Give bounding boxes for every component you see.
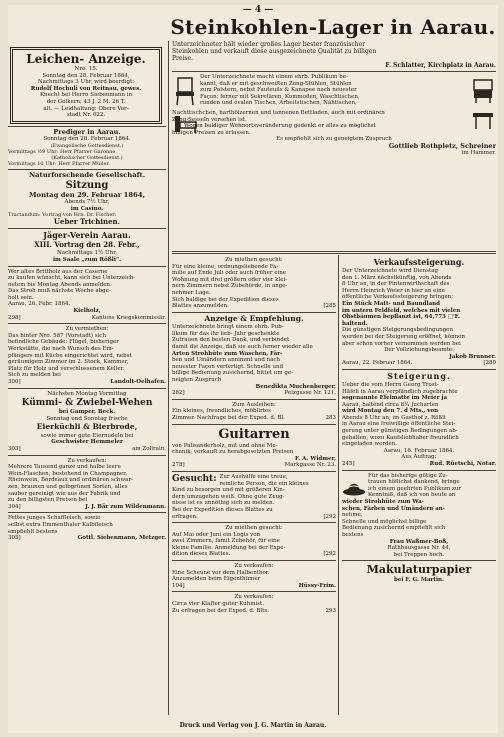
rent-left-line: befindliche Gebäude: Flügel, bisheriger (8, 339, 119, 346)
coal-line: Steinkohlen und verkauft diese ausgezeichnete Qualität zu billigen (172, 48, 377, 55)
furniture-line: Es empfiehlt sich zu geneigtem Zuspruch (276, 136, 392, 143)
butcher-line: empfiehlt bestens (8, 528, 58, 535)
rent-left-line: geräumigem Zimmer im 2. Stock, Kammer, (8, 359, 129, 366)
guitars-line: chanik, verkauft zu herabgesetzten Preisen (172, 449, 294, 456)
wine-code: 304] (8, 503, 21, 510)
steigerung-line: Abends 8 Uhr an, im Gasthof z. Rößli (342, 414, 446, 421)
wood-sale-office: Kantons Kriegskommissär. (91, 314, 166, 321)
tailor-line: damit die Anzeige, daß sie auch ferner wieder alle (172, 344, 313, 351)
society-time: Abends 7½ Uhr, (64, 199, 110, 206)
rent-mid1-title: Zu miethen gesucht: (225, 257, 283, 263)
rent-mid3-code: [292 (323, 551, 336, 558)
butcher-code: 305] (8, 535, 21, 542)
rent-left-line: Werkstätte, die nach Wunsch des Em- (8, 346, 114, 353)
straw-line: ich einem geehrten Publikum zur (368, 485, 462, 492)
wood-sale-line: Wer altes Brittholz aus der Caserne (8, 268, 108, 275)
auction-line: Der Vollziehungsbeamte: (384, 347, 454, 354)
wanted-line: Kind zu besorgen und mit größeren Kin- (172, 487, 285, 494)
funeral-line: Nachmittags 3 Uhr, wird beerdigt: (37, 79, 135, 86)
rent-mid1-line: Sich baldige bei der Expedition dieses (172, 296, 279, 303)
wood-sale-line: zu kaufen wünscht, kann sich bei Unterzeich- (8, 275, 136, 282)
furniture-line: zum Polstern, nebst Fauteuils & Kanapee nach neuester (200, 87, 357, 94)
furniture-line: Nachttischchen, harthölzernen und tannenen Bettladen, auch mit ordinären (172, 110, 385, 116)
wedding-also: sowie immer gute Eiernudeln bei (40, 432, 134, 439)
wine-line: Wein-Flaschen, bestehend in Champagner, (8, 470, 128, 477)
funeral-detail: stadt Nr. 622. (66, 112, 106, 119)
preachers-line: (Katholischer Gottesdienst.) (51, 154, 123, 161)
funeral-line: Sonntag den 28. Februar 1864, (42, 72, 130, 79)
rent-left-line: Platz für Holz und verschlossenem Keller. (8, 365, 125, 372)
rent-left-line: pfängers mit Küche eingerichtet wird, nebst (8, 352, 132, 359)
furniture-line: Der Unterzeichnete macht einem ehrb. Publikum be- (200, 74, 348, 80)
wood-sale-line: netem bis Montag Abends anmelden. (8, 281, 112, 288)
rent-mid2-line: Zimmer. Nachfrage bei der Exped. d. Bl. (172, 414, 285, 421)
headline: Steinkohlen-Lager in Aarau. (170, 15, 496, 39)
steigerung-title: Steigerung. (387, 370, 451, 381)
rent-mid3-line: dition dieses Blattes. (172, 551, 231, 558)
wedding-sunday: Sonntag und Sonntag frische (46, 415, 128, 422)
straw-line: wieder Strohhüte zum Wa- (342, 499, 424, 505)
furniture-line: billigen Preisen zu erlassen. (172, 129, 251, 136)
wedding-code: 303] (8, 446, 21, 453)
butcher-line: Fettes junges Schaffleisch, sowie (8, 515, 101, 522)
tailor-line: billige Bedienung zusichernd, bittet um ge- (172, 370, 293, 377)
page-number: — 4 — (242, 5, 274, 15)
tailor-line: neigten Zuspruch (172, 377, 222, 383)
wine-line: zu den billigsten Preisen bei (8, 497, 88, 504)
wood-sale-code: 298] (8, 314, 21, 321)
rent-mid2-line: Ein kleines, freundliches, möblirtes (172, 408, 272, 415)
funeral-detail: der Golkern; 43 J. 2 M. 26 T. (46, 98, 126, 105)
auction-signature: Jakob Brunner. (449, 353, 496, 360)
rent-mid1-line: Wohnung mit drei größern oder vier klei- (172, 276, 288, 283)
tailor-line: Zutrauen den besten Dank, und verbindet (172, 337, 290, 344)
straw-signature: Frau Waßmer-Boß, (389, 538, 449, 545)
hunters-time: Nachmittags 1½ Uhr, (56, 250, 117, 257)
rent-mid2-code: 283 (325, 414, 336, 421)
wine-title: Zu verkaufen: (67, 457, 107, 464)
tailor-line: Unterzeichnete bringt einem ehrb. Pub- (172, 324, 284, 331)
funeral-name: Rudolf Hochuli von Reitnau, gewes. (30, 85, 142, 92)
tailor-line: neuester Façon verfertigt. Schnelle und (172, 363, 284, 370)
rent-mid3-title: Zu miethen gesucht: (225, 525, 283, 532)
furniture-signature: Gottlieb Rothpletz, Schreiner (388, 141, 496, 150)
wanted-line: nisse ist es unnöthig sich zu melden. (172, 500, 275, 507)
wanted-code: [292 (323, 513, 336, 520)
section-rule (172, 251, 496, 254)
column-divider-left (168, 41, 169, 715)
tailor-line: ben und Umändern annimmt und nach (172, 357, 281, 364)
steigerung-date: Aarau, 16. Februar 1864. (383, 447, 455, 454)
preachers-title: Prediger in Aarau. (53, 127, 121, 136)
society-title: Naturforschende Gesellschaft. (28, 170, 146, 179)
top-wide-section (172, 41, 496, 253)
tailor-place: Pelzgasse Nr. 121. (284, 390, 336, 397)
tailor-signature: Benedikta Muchenberger, (255, 383, 336, 390)
straw-line: schen, Färben und Umändern an- (342, 505, 446, 512)
newspaper-page (8, 5, 498, 733)
steigerung-line: Ueber die vom Herrn Georg Trost- (342, 381, 439, 388)
rent-left-line: Das hinter Nro. 587 (Vorstadt) sich (8, 332, 107, 339)
steigerung-by: Aus Auftrag: (401, 454, 437, 461)
straw-place: Rathhausgasse Nr. 44, (387, 545, 451, 552)
barn-signature: Hüssy-Frim. (298, 582, 336, 589)
society-date: Montag den 29. Februar 1864, (29, 190, 145, 199)
wedding-place: am Zollrain. (132, 446, 166, 453)
footer: Druck und Verlag von J. G. Martin in Aarau. (179, 722, 327, 729)
tailor-code: 282] (172, 390, 185, 397)
rent-left-signature: Landolt-Oelhafen. (110, 379, 166, 385)
wanted-line: Zur Aushülfe eine treue, (219, 473, 288, 480)
steigerung-line: eingeladen werden. (342, 441, 398, 448)
coal-line: Unterzeichneter hält wieder großes Lager bester französischer (172, 41, 366, 48)
furniture-line: kannt, daß er mit geschweiften Zong-Stühlen, Stühlen (200, 80, 352, 87)
chair-icon (174, 76, 196, 106)
straw-line: bestens (342, 531, 364, 538)
auction-line: Obstbäumen bepflanzt ist, 64,773 □'F. (342, 314, 460, 321)
straw-line: nehme. (342, 512, 363, 519)
straw-line: Kenntniß, daß ich von heute an (368, 492, 456, 499)
barn-line: Anzumelden beim Eigenthümer (172, 576, 261, 583)
waste-by: bei F. G. Martin. (394, 577, 444, 584)
rent-mid1-line: Für eine kleine, ordnungsliebende Fa- (172, 263, 279, 270)
wood-sale-date: Aarau, 26. Febr. 1864. (8, 301, 71, 308)
wanted-line: dern umzugehen weiß. Ohne gute Zeug- (172, 493, 285, 500)
funeral-notice (10, 47, 162, 124)
wine-line: Rheinwein, Bordeaux und ordinären schwar- (8, 477, 133, 484)
auction-line: Die günstigen Steigerungsbedingungen (342, 327, 453, 334)
right-column (342, 257, 496, 715)
straw-place2: bei Treppen hoch. (393, 551, 445, 558)
rent-mid1-code: [285 (323, 303, 336, 310)
rent-mid1-line: milie auf Ende Juli oder auch früher eine (172, 270, 287, 277)
wanted-line: erfragen. (172, 513, 198, 520)
society-topic: Ueber Trichinen. (53, 217, 121, 227)
wanted-title: Gesucht: (172, 473, 217, 484)
furniture-place: im Hammer. (461, 150, 496, 157)
steigerung-line: Häfeli in Aarau verpfändlich zugebrachte (342, 388, 458, 395)
manure-title: Zu verkaufen: (234, 594, 274, 601)
furniture-line: Zong-Sesseln versehen ist. (172, 116, 247, 123)
manure-code: 293 (325, 607, 336, 614)
tailor-title: Anzeige & Empfehlung. (204, 313, 304, 323)
auction-line: aber schon vorher vernommen werden bei (342, 340, 461, 347)
barn-code: 104] (172, 582, 185, 589)
steigerung-line: gerung unter günstigen Bedingungen ab- (342, 428, 458, 435)
guitars-place: Markgasse Nr. 23. (284, 462, 336, 469)
straw-line: Bedienung zusichernd empfiehlt sich (342, 525, 446, 532)
butcher-signature: Gottl. Siebenmann, Metzger. (77, 535, 166, 542)
steigerung-line: Aarau, haltend circa 8¼ Jucharten (342, 401, 439, 408)
coal-signature: F. Schlatter, Kirchplatz in Aarau. (385, 62, 496, 69)
guitars-code: 278] (172, 462, 185, 469)
straw-line: Schnelle und möglichst billige (342, 518, 427, 525)
rent-mid1-line: nern Zimmern nebst Zubehörde, in ange- (172, 283, 288, 290)
steigerung-line: in Aarau eine freiwillige öffentliche Stei- (342, 421, 456, 428)
auction-line: Der Unterzeichnete wird Dienstag (342, 268, 439, 274)
auction-line: öffentliche Verkaufssteigerung bringen: (342, 294, 454, 301)
rent-mid3-line: zwei Zimmern, famit Zubehör, für eine (172, 538, 280, 545)
auction-line: haltend. (342, 320, 368, 327)
steigerung-line: wird Montag den 7. d Mts., von (342, 408, 439, 415)
steigerung-line: sogenannte Efelmatte im Meier ja (342, 395, 448, 402)
auction-line: werden bei der Steigerung eröffnet, können (342, 333, 465, 340)
coal-line: Preise. (172, 55, 193, 62)
rent-mid3-line: Auf Mai oder Juni ein Logis von (172, 531, 261, 538)
hunters-headline: XIII. Vortrag den 28. Febr., (34, 240, 140, 250)
auction-line: Ein Stück Matt- und Baundland (342, 300, 441, 307)
wood-sale-line: holt sein. (8, 294, 34, 301)
steigerung-line: gehalten, wozu Kaufsliebhaber freundlich (342, 434, 459, 441)
barn-line: Eine Scheune vor dem Halbenthor. (172, 569, 270, 576)
funeral-detail: alt. — Leidhaltung: Obere Vor- (43, 105, 129, 112)
auction-code: [280 (483, 360, 496, 367)
society-subtitle: Sitzung (65, 179, 109, 191)
rent-mid3-line: kleine Familie. Anmeldung bei der Expe- (172, 544, 286, 551)
preachers-line: Sonntag den 28. Februar 1864. (43, 136, 131, 143)
preachers-line: (Evangelische Gottesdienst.) (50, 142, 124, 149)
barn-title: Zu verkaufen: (234, 563, 274, 570)
straw-line: trauen höflichst dankend, bringe (368, 479, 460, 486)
funeral-title: Leichen- Anzeige. (26, 52, 146, 66)
desk-icon (472, 78, 494, 104)
funeral-detail: Knecht bei Herrn Siebenmann in (39, 92, 133, 99)
wood-sale-signature: Kielholz, (73, 308, 101, 315)
wine-line: zen, braunen und gelbgrünen Sorten, alles (8, 484, 128, 491)
left-column (8, 47, 166, 715)
rent-left-code: 300] (8, 379, 21, 385)
guitars-title: Guitarren (218, 426, 290, 442)
manure-line: Circa vier Klafter guter Kuhmist. (172, 601, 264, 608)
auction-line: Herrn Heinrich Weier in hier an eine (342, 287, 445, 294)
society-place: im Casino. (70, 205, 104, 212)
auction-line: den 1. März nächstkünftig, von Abends (342, 274, 452, 281)
rent-left-title: Zu vermiethen: (65, 326, 109, 333)
auction-date: Aarau, 22. Februar 1864. (342, 360, 413, 367)
wine-line: Mehrere Tausend ganze und halbe leere (8, 464, 121, 471)
hunters-place: im Saale „zum Rößli“. (52, 256, 122, 263)
hat-icon (342, 475, 366, 497)
rent-left-line: Sich zu melden bei (8, 372, 61, 379)
middle-column (172, 257, 336, 715)
guitars-signature: F. A. Widmer, (294, 455, 336, 462)
tailor-line: likum für das ihr lieb- Jahr geschenkte (172, 330, 280, 337)
straw-line: Für das bisherige gütige Zu- (368, 472, 448, 479)
wine-signature: J. J. Bär zum Wildenmann. (85, 503, 166, 510)
butcher-line: selbst extra Emmenthaler Kalbfleisch (8, 522, 113, 528)
society-line: Tractandum: Vortrag von Hrn. Dr. Fischer: (8, 212, 117, 219)
preachers-line: Vormittags ½9 Uhr: Herr Pfarrer Garonne. (8, 148, 117, 155)
auction-line: im untern Feldfeld, welches mit vielen (342, 307, 461, 314)
wedding-sellers: Geschwister Hemmeler (51, 439, 123, 446)
wedding-products: Eierküchli & Bierbrode, (36, 422, 138, 432)
wanted-line: reinliche Person, die ein kleines (219, 480, 309, 487)
wedding-headline: Kümmi- & Zwiebel-Wehen (21, 398, 153, 409)
tailor-line: Arten Strohhüte zum Waschen, Fär- (172, 350, 283, 357)
rent-mid2-title: Zum Ausleihen: (232, 401, 276, 408)
wine-line: sauber gereinigt wie aus der Fabrik und (8, 490, 121, 497)
rent-mid1-line: nehmer Lage. (172, 289, 211, 296)
auction-title: Verkaufssteigerung. (373, 257, 465, 267)
furniture-line: Façon; ferner mit Sekretären, Kommoden, Waschtischen, (200, 93, 360, 100)
funeral-number: Nro. 15. (74, 66, 98, 72)
column-divider-right (338, 255, 339, 715)
furniture-line: Wegen baldiger Wohnortsveränderung gedenkt er alles zu möglichst (184, 123, 376, 130)
furniture-line: runden und ovalen Tischen, Arbeitstischen, Nähtischen, (200, 100, 357, 107)
wood-sale-line: Das Stroh muß nächste Woche abge- (8, 288, 111, 295)
hunters-title: Jäger-Verein Aarau. (43, 230, 131, 241)
preachers-line: Vormittags 10 Uhr: Herr Pfarrer Müller. (8, 160, 110, 167)
guitars-line: von Palisanderholz, mit und ohne Me- (172, 442, 278, 449)
manure-line: Zu erfragen bei der Exped. d. Blts. (172, 607, 269, 614)
wedding-intro: Nächsten Montag Vormittag (47, 390, 127, 397)
wanted-line: Bei der Expedition dieses Blattes zu (172, 506, 273, 513)
waste-title: Makulaturpapier (366, 563, 472, 577)
steigerung-signature: Rud. Rüetschi, Notar. (429, 461, 496, 468)
auction-line: 8 Uhr an, in der Pintenwirthschaft des (342, 281, 450, 288)
wedding-by: bei Gamper, Beck. (58, 409, 116, 416)
rent-mid1-line: Blattes anzumelden. (172, 303, 229, 310)
steigerung-code: 245] (342, 461, 355, 468)
